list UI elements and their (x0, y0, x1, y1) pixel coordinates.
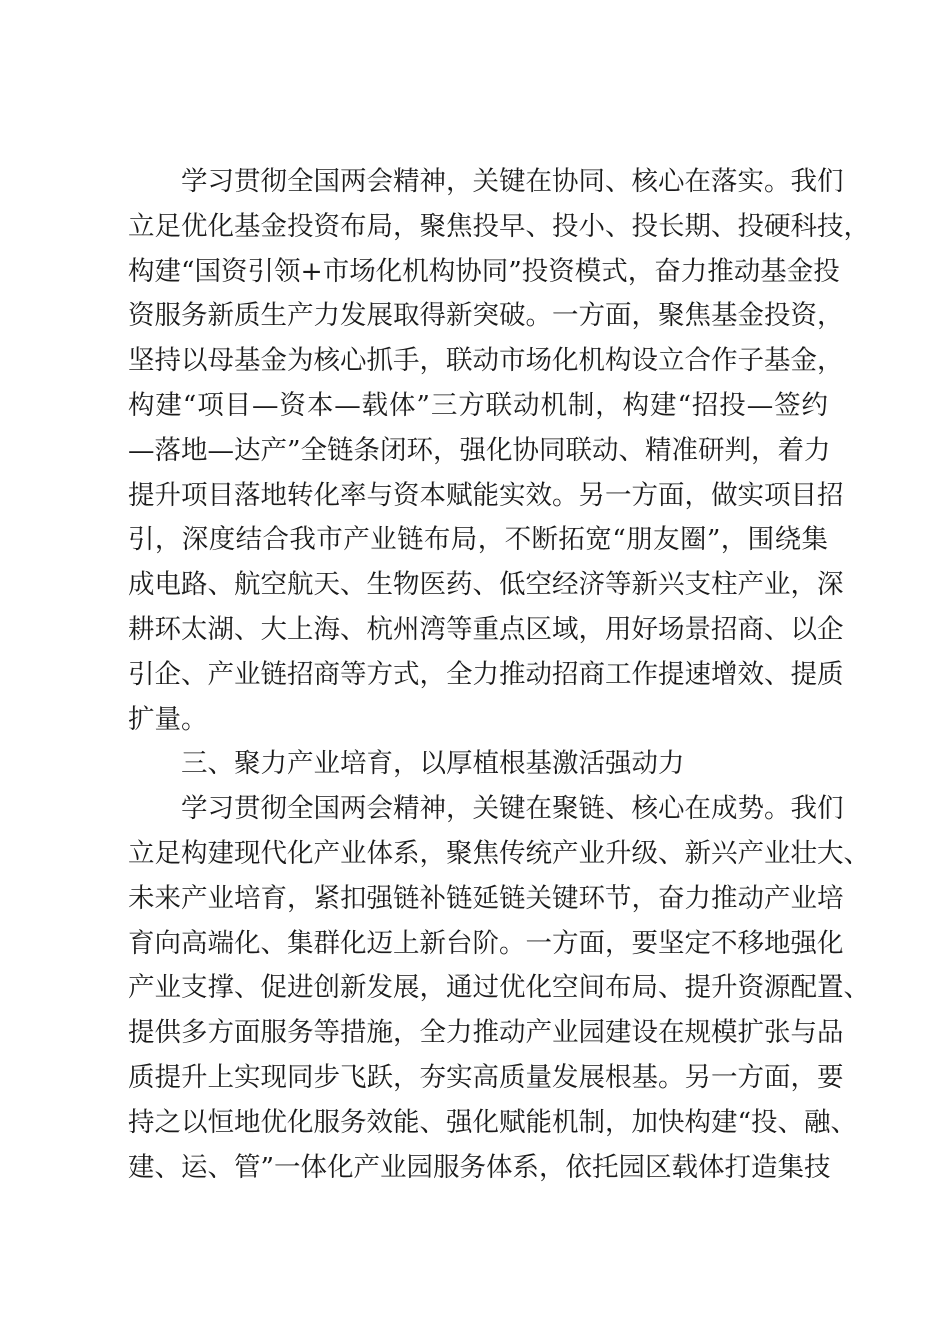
document-body (128, 160, 870, 1190)
text-line: 耕环太湖、大上海、杭州湾等重点区域，用好场景招商、以企 (128, 613, 844, 645)
text-line: 质提升上实现同步飞跃，夯实高质量发展根基。另一方面，要 (128, 1061, 844, 1093)
text-line: 产业支撑、促进创新发展，通过优化空间布局、提升资源配置、 (128, 972, 870, 1004)
text-line: 构建“项目—资本—载体”三方联动机制，构建“招投—签约 (128, 389, 828, 421)
text-line: 引企、产业链招商等方式，全力推动招商工作提速增效、提质 (128, 658, 844, 690)
text-line: 引，深度结合我市产业链布局，不断拓宽“朋友圈”，围绕集 (128, 524, 828, 556)
text-line: 持之以恒地优化服务效能、强化赋能机制，加快构建“投、融、 (128, 1106, 858, 1138)
text-line: 立足构建现代化产业体系，聚焦传统产业升级、新兴产业壮大、 (128, 837, 870, 869)
text-line: 学习贯彻全国两会精神，关键在聚链、核心在成势。我们 (181, 793, 844, 825)
text-line: 立足优化基金投资布局，聚焦投早、投小、投长期、投硬科技， (128, 210, 870, 242)
text-line: 扩量。 (128, 703, 208, 735)
paragraph-industry-cultivation (128, 787, 870, 1190)
text-line: —落地—达产”全链条闭环，强化协同联动、精准研判，着力 (128, 434, 831, 466)
text-line: 坚持以母基金为核心抓手，联动市场化机构设立合作子基金， (128, 345, 844, 377)
text-line: 建、运、管”一体化产业园服务体系，依托园区载体打造集技 (128, 1151, 831, 1183)
text-line: 未来产业培育，紧扣强链补链延链关键环节，奋力推动产业培 (128, 882, 844, 914)
text-line: 提升项目落地转化率与资本赋能实效。另一方面，做实项目招 (128, 479, 844, 511)
text-line: 资服务新质生产力发展取得新突破。一方面，聚焦基金投资， (128, 300, 844, 332)
text-line: 构建“国资引领+市场化机构协同”投资模式，奋力推动基金投 (128, 255, 840, 287)
text-line: 成电路、航空航天、生物医药、低空经济等新兴支柱产业，深 (128, 569, 844, 601)
text-line: 育向高端化、集群化迈上新台阶。一方面，要坚定不移地强化 (128, 927, 844, 959)
section-heading-3: 三、聚力产业培育，以厚植根基激活强动力 (181, 748, 685, 780)
text-line: 学习贯彻全国两会精神，关键在协同、核心在落实。我们 (181, 166, 844, 197)
paragraph-investment-layout (128, 160, 870, 742)
text-line: 提供多方面服务等措施，全力推动产业园建设在规模扩张与品 (128, 1017, 844, 1049)
